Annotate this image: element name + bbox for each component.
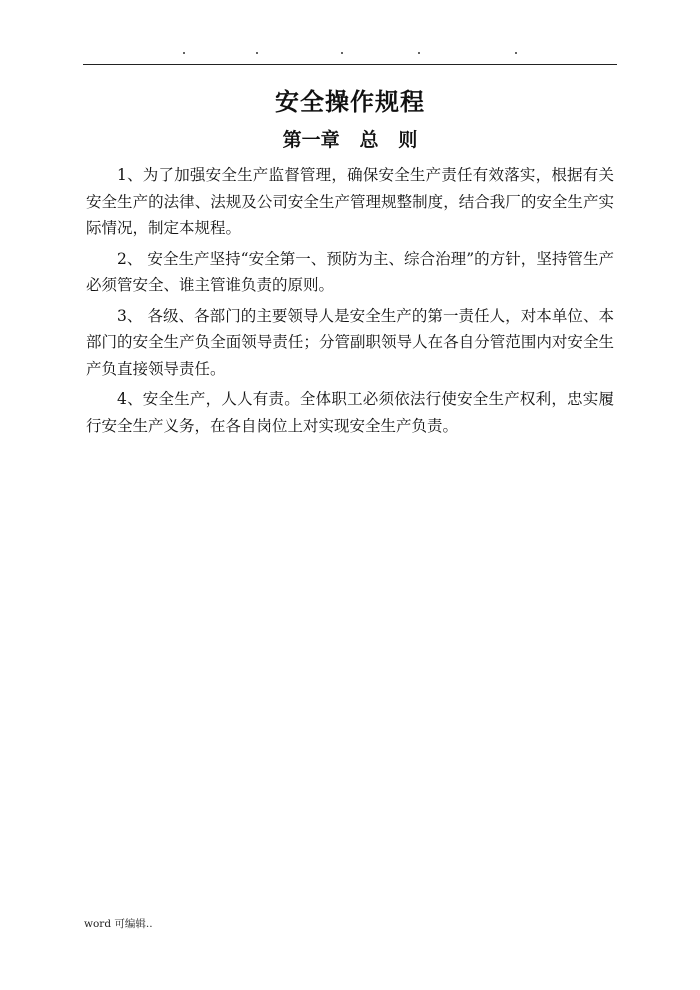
header-dot <box>418 52 420 54</box>
page-footer: word 可编辑.. <box>84 918 153 930</box>
document-body <box>86 162 614 443</box>
header-dot <box>341 52 343 54</box>
header-dot <box>183 52 185 54</box>
header-dot <box>256 52 258 54</box>
paragraph-3: 3、 各级、各部门的主要领导人是安全生产的第一责任人，对本单位、本部门的安全生产负全面领导责任；分管副职领导人在各自分管范围内对安全生产负直接领导责任。 <box>86 306 614 378</box>
paragraph-1: 1、为了加强安全生产监督管理，确保安全生产责任有效落实，根据有关安全生产的法律、法规及公司安全生产管理规整制度，结合我厂的安全生产实际情况，制定本规程。 <box>86 166 614 237</box>
header-dot <box>515 52 517 54</box>
paragraph-4: 4、安全生产，人人有责。全体职工必须依法行使安全生产权利，忠实履行安全生产义务，在各自岗位上对实现安全生产负责。 <box>86 390 614 435</box>
chapter-title: 第一章 总 则 <box>282 129 418 151</box>
page-header-dots <box>0 52 700 60</box>
document-title: 安全操作规程 <box>275 87 425 116</box>
paragraph-2: 2、 安全生产坚持“安全第一、预防为主、综合治理”的方针，坚持管生产必须管安全、谁主管谁负责的原则。 <box>86 249 614 294</box>
header-rule <box>83 64 617 65</box>
